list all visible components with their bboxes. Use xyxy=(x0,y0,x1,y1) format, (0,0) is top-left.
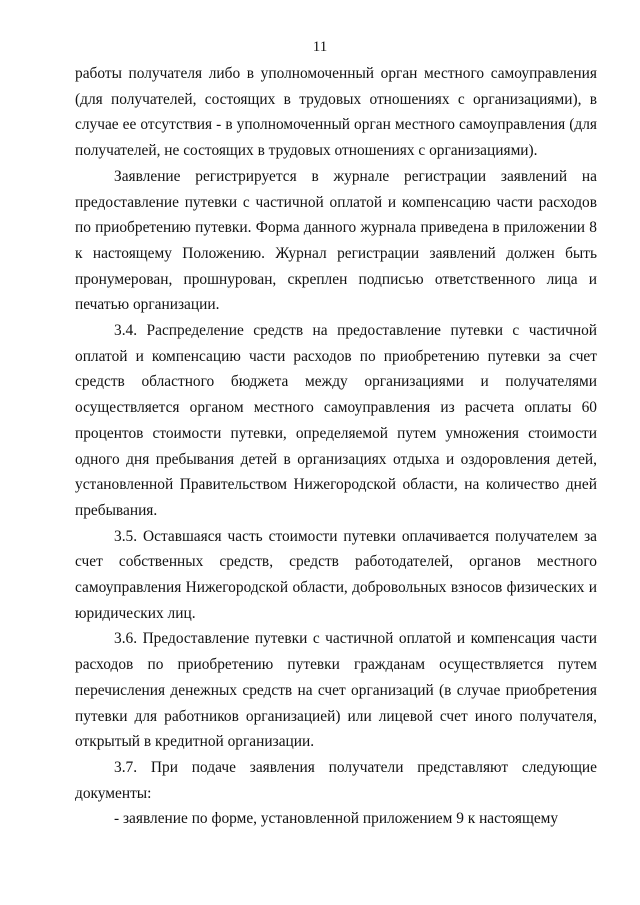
paragraph-continuation: работы получателя либо в уполномоченный орган местного самоуправления (для получателей, состоящих в трудовых отношениях с организациями), в случае ее отсутствия - в уполномоченный орган местного самоуправления (для получателей, не состоящих в трудовых отношениях с организациями). xyxy=(75,65,597,160)
paragraph-3-4: 3.4. Распределение средств на предоставление путевки с частичной оплатой и компенсацию части расходов по приобретению путевки за счет средств областного бюджета между организациями и получателями осуществляется органом местного самоуправления из расчета оплаты 60 процентов стоимости путевки, определяемой путем умножения стоимости одного дня пребывания детей в организациях отдыха и оздоровления детей, установленной Правительством Нижегородской области, на количество дней пребывания. xyxy=(75,322,597,519)
paragraph-3-6: 3.6. Предоставление путевки с частичной оплатой и компенсация части расходов по приобретению путевки гражданам осуществляется путем перечисления денежных средств на счет организаций (в случае приобретения путевки для работников организацией) или лицевой счет иного получателя, открытый в кредитной организации. xyxy=(75,630,597,751)
paragraph-journal-registration: Заявление регистрируется в журнале регистрации заявлений на предоставление путевки с частичной оплатой и компенсацию части расходов по приобретению путевки. Форма данного журнала приведена в приложении 8 к настоящему Положению. Журнал регистрации заявлений должен быть пронумерован, прошнурован, скреплен подписью ответственного лица и печатью организации. xyxy=(75,167,597,314)
paragraph-3-7: 3.7. При подаче заявления получатели представляют следующие документы: xyxy=(75,758,597,802)
paragraph-3-5: 3.5. Оставшаяся часть стоимости путевки оплачивается получателем за счет собственных средств, средств работодателей, органов местного самоуправления Нижегородской области, добровольных взносов физических и юридических лиц. xyxy=(75,527,597,622)
document-body xyxy=(75,61,597,832)
page-number: 11 xyxy=(312,39,328,55)
list-item-application-form: - заявление по форме, установленной приложением 9 к настоящему xyxy=(114,810,559,828)
